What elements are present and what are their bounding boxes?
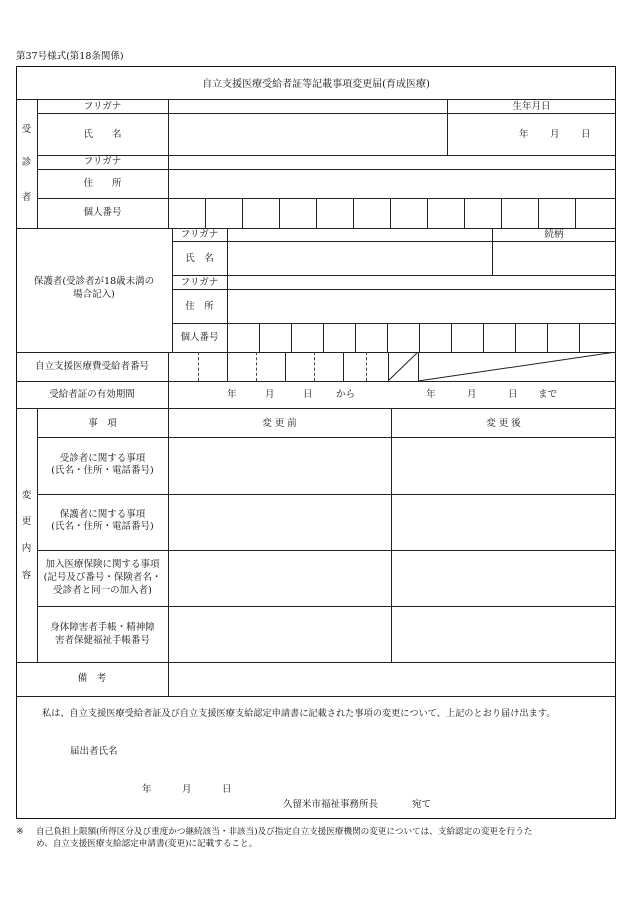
col-after-header: 変 更 後 bbox=[486, 418, 521, 429]
guardian-mynumber-label: 個人番号 bbox=[180, 332, 219, 343]
change-after-field[interactable] bbox=[391, 551, 616, 606]
note-line2: め、自立支援医療支給認定申請書(変更)に記載すること。 bbox=[36, 839, 258, 849]
applicant-name-field[interactable] bbox=[130, 740, 430, 760]
patient-name-field[interactable] bbox=[168, 114, 447, 155]
col-before-header: 変 更 前 bbox=[262, 418, 297, 429]
guardian-label-line1: 保護者(受診者が18歳未満の bbox=[33, 276, 155, 287]
patient-mynumber-label: 個人番号 bbox=[83, 207, 122, 218]
form-id: 第37号様式(第18条関係) bbox=[16, 51, 124, 62]
note-line1: 自己負担上限額(所得区分及び重度かつ継続該当・非該当)及び指定自立支援医療機関の変更については、支給認定の変更を行うた bbox=[36, 827, 533, 837]
patient-furigana-label: フリガナ bbox=[83, 101, 122, 112]
validity-label: 受給者証の有効期間 bbox=[49, 389, 135, 400]
guardian-relation-label: 続柄 bbox=[544, 229, 564, 240]
col-item-header: 事 項 bbox=[88, 418, 117, 429]
change-before-field[interactable] bbox=[168, 495, 391, 550]
addressee: 久留米市福祉事務所長 bbox=[283, 799, 379, 810]
guardian-address-field[interactable] bbox=[227, 290, 616, 323]
guardian-address-label: 住 所 bbox=[185, 301, 214, 312]
recipient-number-label: 自立支援医療費受給者番号 bbox=[34, 361, 149, 372]
form-title: 自立支援医療受給者証等記載事項変更届(育成医療) bbox=[202, 79, 430, 90]
change-before-field[interactable] bbox=[168, 438, 391, 494]
change-before-field[interactable] bbox=[168, 607, 391, 662]
addressee-suffix: 宛て bbox=[412, 799, 432, 810]
applicant-label: 届出者氏名 bbox=[70, 746, 118, 757]
remarks-label: 備 考 bbox=[77, 673, 107, 684]
change-after-field[interactable] bbox=[391, 495, 616, 550]
remarks-field[interactable] bbox=[168, 663, 616, 696]
patient-address-label: 住 所 bbox=[83, 178, 122, 189]
patient-address-field[interactable] bbox=[168, 170, 616, 198]
change-after-field[interactable] bbox=[391, 438, 616, 494]
patient-furigana2-label: フリガナ bbox=[83, 156, 122, 167]
dob-label: 生年月日 bbox=[512, 101, 551, 112]
change-after-field[interactable] bbox=[391, 607, 616, 662]
change-before-field[interactable] bbox=[168, 551, 391, 606]
note-mark: ※ bbox=[16, 827, 24, 837]
guardian-name-label: 氏 名 bbox=[185, 253, 214, 264]
diagonal-strike-marks bbox=[388, 352, 616, 381]
guardian-label-line2: 場合記入) bbox=[73, 289, 115, 300]
declaration-text: 私は、自立支援医療受給者証及び自立支援医療支給認定申請書に記載された事項の変更について、上記のとおり届け出ます。 bbox=[42, 708, 556, 719]
guardian-furigana-label: フリガナ bbox=[180, 229, 219, 240]
guardian-name-field[interactable] bbox=[227, 242, 492, 275]
guardian-furigana2-label: フリガナ bbox=[180, 277, 219, 288]
patient-name-label: 氏 名 bbox=[83, 129, 122, 140]
